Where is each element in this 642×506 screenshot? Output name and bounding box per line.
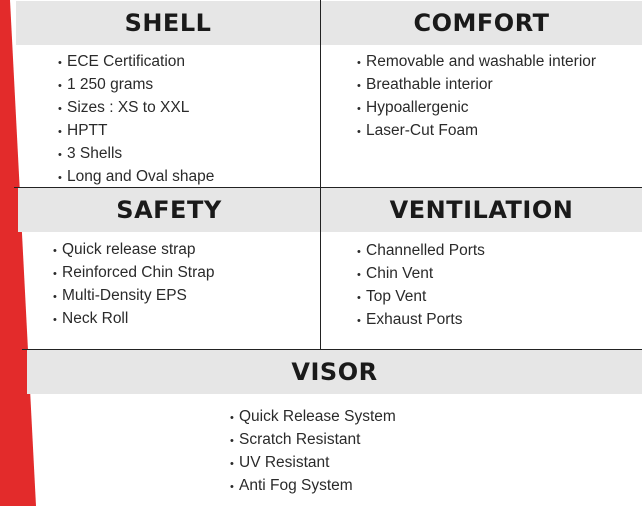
list-item: • Channelled Ports <box>357 240 485 263</box>
list-item: • 3 Shells <box>58 143 214 166</box>
list-item: • Anti Fog System <box>230 475 396 498</box>
horizontal-divider-bottom <box>22 349 642 350</box>
list-item: • Reinforced Chin Strap <box>53 262 215 285</box>
safety-title: SAFETY <box>116 196 222 224</box>
ventilation-list <box>357 240 485 332</box>
list-item: • ECE Certification <box>58 51 214 74</box>
list-item: • Multi-Density EPS <box>53 285 215 308</box>
list-item: • Quick Release System <box>230 406 396 429</box>
ventilation-header <box>321 188 642 232</box>
list-item: • UV Resistant <box>230 452 396 475</box>
safety-list <box>53 239 215 331</box>
list-item: • Top Vent <box>357 286 485 309</box>
shell-list <box>58 51 214 189</box>
ventilation-panel <box>321 188 642 349</box>
list-item: • Removable and washable interior <box>357 51 596 74</box>
list-item: • Long and Oval shape <box>58 166 214 189</box>
visor-title: VISOR <box>291 358 378 386</box>
list-item: • Chin Vent <box>357 263 485 286</box>
shell-panel <box>16 0 320 187</box>
list-item: • Hypoallergenic <box>357 97 596 120</box>
list-item: • Exhaust Ports <box>357 309 485 332</box>
ventilation-title: VENTILATION <box>389 196 574 224</box>
list-item: • HPTT <box>58 120 214 143</box>
shell-title: SHELL <box>124 9 212 37</box>
list-item: • Breathable interior <box>357 74 596 97</box>
comfort-panel <box>321 0 642 187</box>
list-item: • Quick release strap <box>53 239 215 262</box>
visor-panel <box>27 350 642 506</box>
safety-header <box>18 188 320 232</box>
shell-header <box>16 1 320 45</box>
comfort-list <box>357 51 596 143</box>
visor-header <box>27 350 642 394</box>
list-item: • Laser-Cut Foam <box>357 120 596 143</box>
comfort-title: COMFORT <box>413 9 550 37</box>
horizontal-divider-top <box>14 187 642 188</box>
safety-panel <box>18 188 320 349</box>
list-item: • Scratch Resistant <box>230 429 396 452</box>
list-item: • Neck Roll <box>53 308 215 331</box>
visor-list <box>230 406 396 498</box>
list-item: • Sizes : XS to XXL <box>58 97 214 120</box>
list-item: • 1 250 grams <box>58 74 214 97</box>
comfort-header <box>321 1 642 45</box>
vertical-divider <box>320 0 321 349</box>
